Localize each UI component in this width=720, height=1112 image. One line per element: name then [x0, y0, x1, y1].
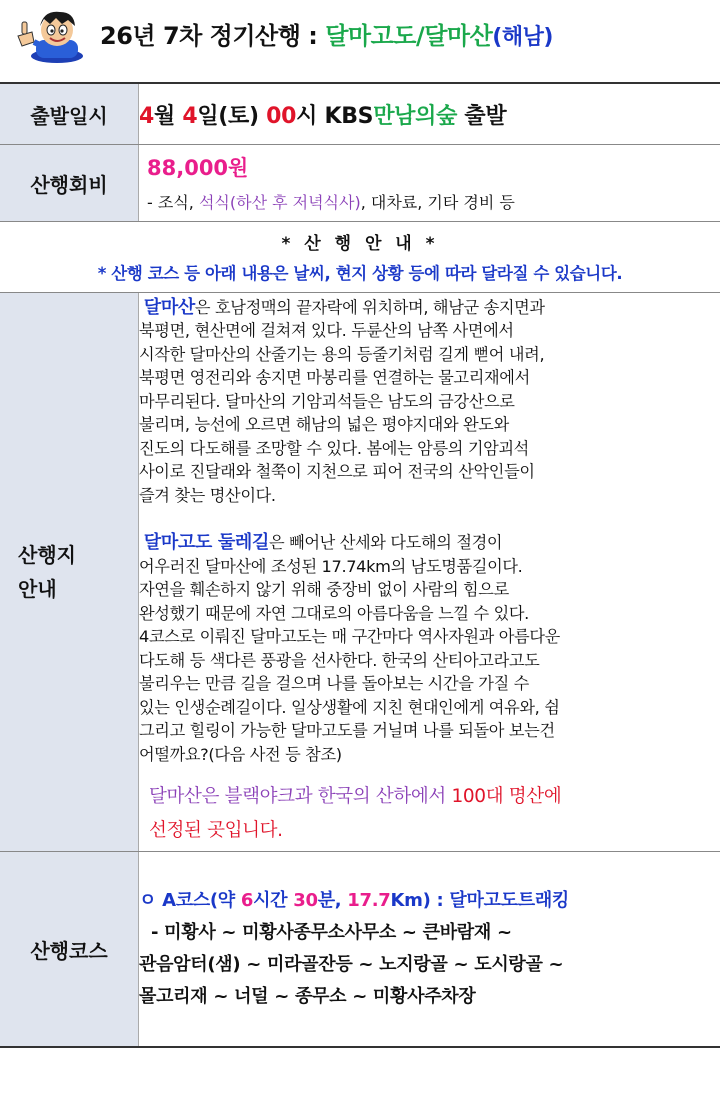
intro-p1-line: 은 호남정맥의 끝자락에 위치하며, 해남군 송지면과: [194, 297, 545, 317]
course-open: (약: [209, 890, 241, 911]
page-title: [100, 16, 553, 51]
intro-p1-line: 즐겨 찾는 명산이다.: [139, 485, 276, 505]
fee-detail-suffix: , 대차료, 기타 경비 등: [360, 192, 515, 212]
intro-label-line1: 산행지: [18, 543, 76, 567]
intro-p2-line: 다도해 등 색다른 풍광을 선사한다. 한국의 산티아고라고도: [139, 650, 540, 670]
course-header: [139, 885, 720, 917]
title-mountain-name: 달마고도/달마산: [325, 22, 493, 50]
course-route-line: 관음암터(샘) ~ 미라골잔등 ~ 노지랑골 ~ 도시랑골 ~: [139, 954, 564, 975]
intro-p2-line: 불리우는 만큼 길을 걸으며 나를 돌아보는 시간을 가질 수: [139, 674, 529, 694]
intro-p2-line: 완성했기 때문에 자연 그대로의 아름다움을 느낄 수 있다.: [139, 603, 529, 623]
intro-p1-line: 시작한 달마산의 산줄기는 용의 등줄기처럼 길게 뻗어 내려,: [139, 344, 545, 364]
intro-p1-line: 북평면, 현산면에 걸쳐져 있다. 두륜산의 남쪽 사면에서: [139, 321, 514, 341]
departure-suffix: 출발: [457, 103, 507, 129]
departure-month: 4: [139, 103, 155, 129]
intro-label-line2: 안내: [18, 577, 57, 601]
departure-row: [0, 83, 720, 145]
intro-p2-line: 그리고 힐링이 가능한 달마고도를 거닐며 나를 되돌아 보는건: [139, 721, 555, 741]
title-prefix: 26년 7차 정기산행 :: [100, 22, 326, 50]
course-row: [0, 852, 720, 1048]
course-route-line: - 미황사 ~ 미황사종무소사무소 ~ 큰바람재 ~: [151, 922, 512, 943]
departure-value: [139, 83, 720, 145]
info-table: [0, 82, 720, 1048]
course-distance-unit: Km) :: [390, 890, 450, 911]
course-minutes-unit: 분,: [317, 890, 348, 911]
intro-p1-line: 사이로 진달래와 철쭉이 지천으로 피어 전국의 산악인들이: [139, 462, 535, 482]
fee-detail-highlight: 석식(하산 후 저녁식사): [198, 192, 361, 212]
departure-hour: 00: [266, 103, 297, 129]
intro-p2-lead: 달마고도 둘레길: [143, 532, 269, 554]
intro-paragraph-2: [139, 531, 720, 766]
course-route-name: 달마고도트래킹: [449, 890, 570, 911]
course-bullet: ㅇ: [139, 890, 163, 911]
intro-p1-line: 불리며, 능선에 오르면 해남의 넓은 평야지대와 완도와: [139, 415, 509, 435]
closing-part1: 달마산은 블랙야크과 한국의 산하에서: [149, 786, 452, 808]
intro-paragraph-1: [139, 296, 720, 508]
intro-label: [0, 293, 139, 852]
departure-hour-unit: 시 KBS: [296, 103, 374, 129]
intro-p1-lead: 달마산: [143, 296, 195, 318]
intro-p2-line: 자연을 훼손하지 않기 위해 중장비 없이 사람의 힘으로: [139, 580, 509, 600]
paragraph-gap: [139, 507, 720, 531]
course-name: A코스: [162, 890, 210, 911]
course-distance: 17.7: [347, 890, 391, 911]
intro-p1-line: 북평면 영전리와 송지면 마봉리를 연결하는 물고리재에서: [139, 368, 530, 388]
intro-p1-line: 마무리된다. 달마산의 기암괴석들은 남도의 금강산으로: [139, 391, 515, 411]
departure-place: 만남의숲: [373, 103, 458, 129]
fee-detail: [139, 182, 720, 221]
hiker-mascot-icon: [12, 6, 98, 64]
notice-text: * 산행 코스 등 아래 내용은 날씨, 현지 상황 등에 따라 달라질 수 있습니다.: [97, 263, 623, 283]
fee-label: 산행회비: [0, 145, 139, 222]
intro-p2-line: 어떨까요?(다음 사전 등 참조): [139, 744, 342, 764]
departure-month-unit: 월: [154, 103, 183, 129]
intro-row: [0, 293, 720, 852]
intro-closing: [139, 780, 720, 848]
course-hours: 6: [240, 890, 254, 911]
course-label: 산행코스: [0, 852, 139, 1048]
intro-p2-line: 은 빼어난 산세와 다도해의 절경이: [268, 533, 503, 553]
notice-cell: [0, 222, 720, 293]
departure-day: 4: [182, 103, 198, 129]
notice-row: [0, 222, 720, 293]
intro-p2-line: 어우러진 달마산에 조성된 17.74km의 남도명품길이다.: [139, 556, 523, 576]
header: [0, 0, 720, 72]
course-detail: [139, 852, 720, 1048]
course-minutes: 30: [293, 890, 318, 911]
closing-line2: 선정된 곳입니다.: [149, 820, 283, 842]
intro-p2-line: 4코스로 이뤄진 달마고도는 매 구간마다 역사자원과 아름다운: [139, 627, 560, 647]
fee-value: [139, 145, 720, 222]
intro-text: [139, 293, 720, 852]
intro-p2-line: 있는 인생순례길이다. 일상생활에 지친 현대인에게 여유와, 쉼: [139, 697, 560, 717]
intro-p1-line: 진도의 다도해를 조망할 수 있다. 봄에는 암릉의 기암괴석: [139, 438, 529, 458]
course-route-line: 몰고리재 ~ 너덜 ~ 종무소 ~ 미황사주차장: [139, 986, 476, 1007]
departure-day-unit: 일(토): [197, 103, 267, 129]
title-region: (해남): [492, 25, 553, 50]
departure-label: 출발일시: [0, 83, 139, 145]
fee-row: [0, 145, 720, 222]
fee-detail-prefix: - 조식,: [147, 192, 199, 212]
notice-title: * 산 행 안 내 *: [281, 233, 439, 254]
course-hours-unit: 시간: [253, 890, 294, 911]
fee-amount: 88,000원: [147, 155, 249, 180]
closing-highlight: 100대 명산에: [451, 786, 562, 808]
